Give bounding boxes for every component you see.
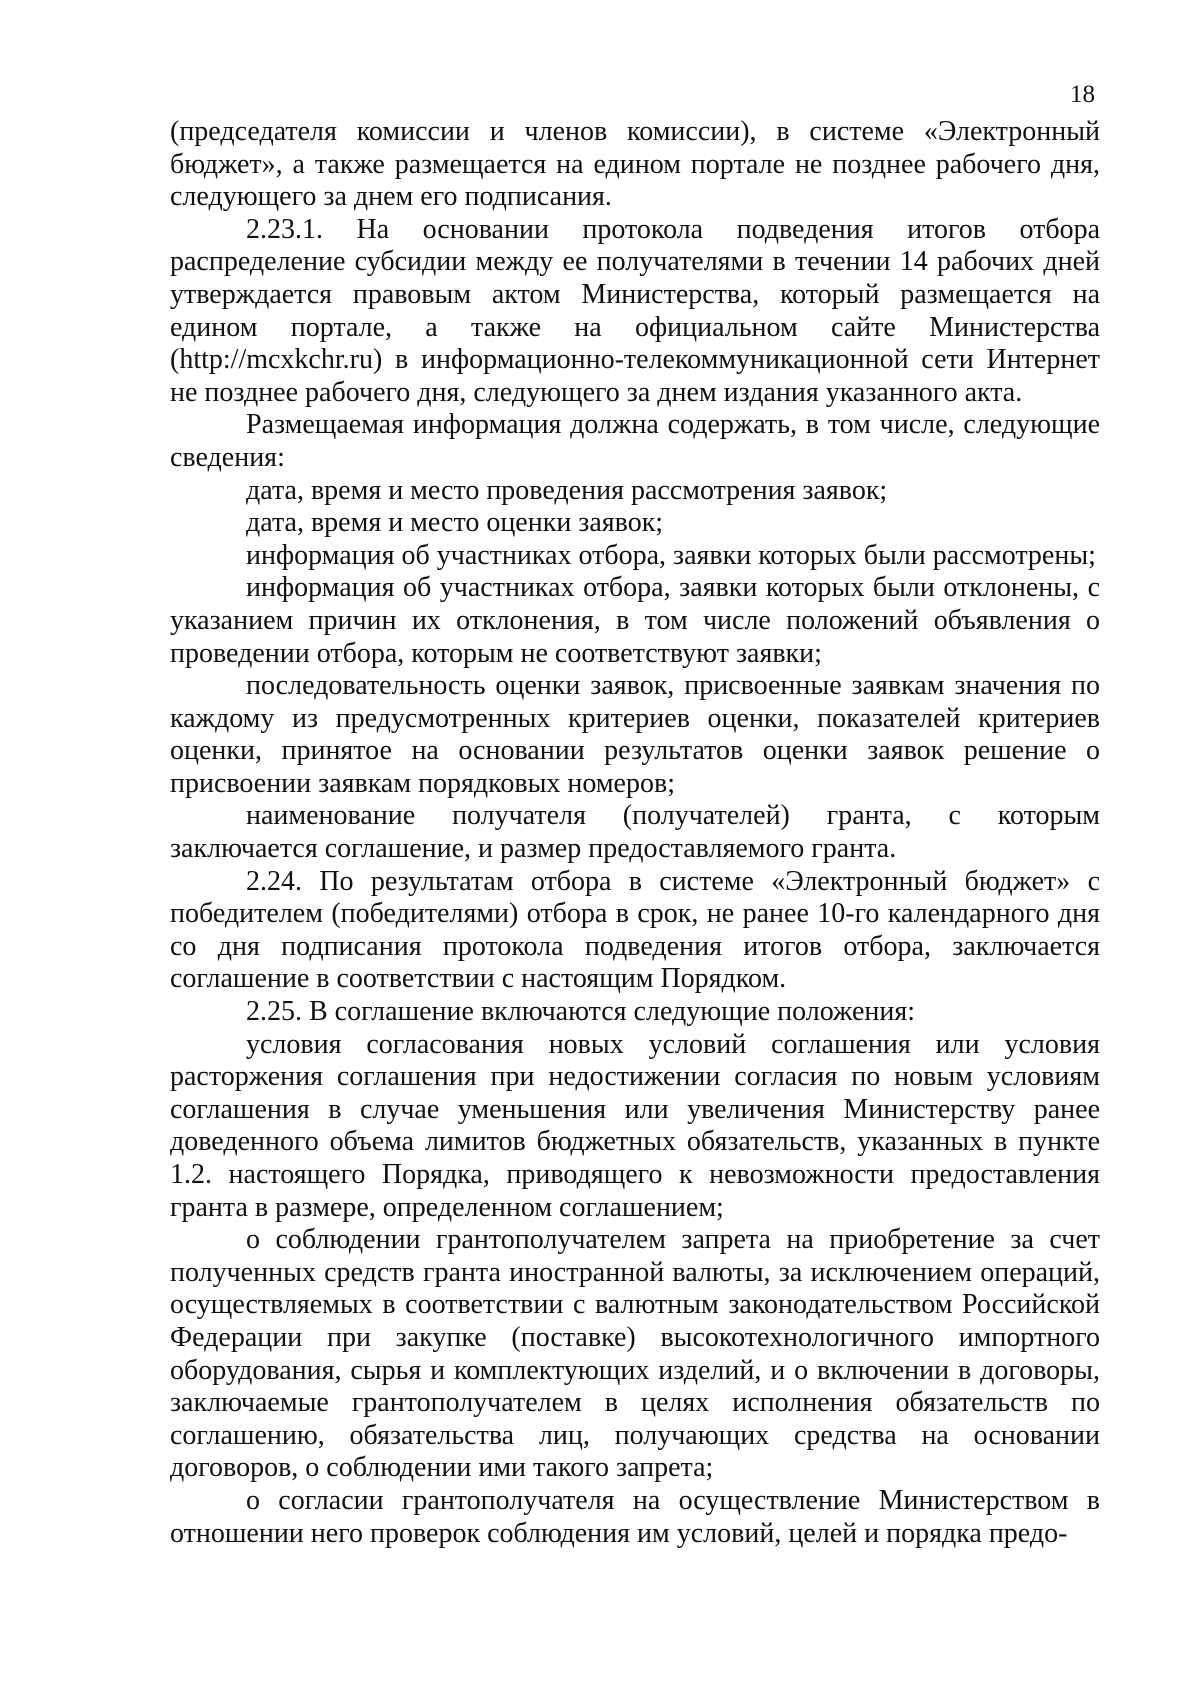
page-number: 18: [1070, 81, 1095, 108]
list-item: о соблюдении грантополучателем запрета на приобретение за счет полученных средств гранта иностранной валюты, за исключением операций, осуществляемых в соответствии с валютным законодательством Российской Федерации при закупке (поставке) высокотехнологичного импортного оборудования, сырья и комплектующих изделий, и о включении в договоры, заключаемые грантополучателем в целях исполнения обязательств по соглашению, обязательства лиц, получающих средства на основании договоров, о соблюдении ими такого запрета;: [170, 1224, 1100, 1484]
paragraph: Размещаемая информация должна содержать, в том числе, следующие сведения:: [170, 409, 1100, 473]
paragraph: 2.25. В соглашение включаются следующие положения:: [246, 996, 916, 1028]
document-body: [170, 116, 1100, 1550]
list-item: о согласии грантополучателя на осуществление Министерством в отношении него проверок соблюдения им условий, целей и порядка предо-: [170, 1484, 1100, 1549]
list-item: дата, время и место оценки заявок;: [246, 507, 664, 539]
list-item: информация об участниках отбора, заявки которых были рассмотрены;: [246, 539, 1096, 571]
list-item: информация об участниках отбора, заявки которых были отклонены, с указанием причин их отклонения, в том числе положений объявления о проведении отбора, которым не соответствуют заявки;: [170, 572, 1100, 669]
list-item: последовательность оценки заявок, присвоенные заявкам значения по каждому из предусмотренных критериев оценки, показателей критериев оценки, принятое на основании результатов оценки заявок решение о присвоении заявкам порядковых номеров;: [170, 670, 1100, 799]
list-item: условия согласования новых условий соглашения или условия расторжения соглашения при недостижении согласия по новым условиям соглашения в случае уменьшения или увеличения Министерству ранее доведенного объема лимитов бюджетных обязательств, указанных в пункте 1.2. настоящего Порядка, приводящего к невозможности предоставления гранта в размере, определенном соглашением;: [170, 1028, 1100, 1223]
list-item: наименование получателя (получателей) гранта, с которым заключается соглашение, и размер предоставляемого гранта.: [170, 800, 1100, 865]
list-item: дата, время и место проведения рассмотрения заявок;: [246, 474, 888, 506]
paragraph: (председателя комиссии и членов комиссии), в системе «Электронный бюджет», а также размещается на едином портале не позднее рабочего дня, следующего за днем его подписания.: [170, 116, 1100, 213]
paragraph: 2.24. По результатам отбора в системе «Электронный бюджет» с победителем (победителями) отбора в срок, не ранее 10-го календарного дня со дня подписания протокола подведения итогов отбора, заключается соглашение в соответствии с настоящим Порядком.: [170, 865, 1100, 995]
paragraph: 2.23.1. На основании протокола подведения итогов отбора распределение субсидии между ее получателями в течении 14 рабочих дней утверждается правовым актом Министерства, который размещается на едином портале, а также на официальном сайте Министерства (http://mcxkchr.ru) в информационно-телекоммуникационной сети Интернет не позднее рабочего дня, следующего за днем издания указанного акта.: [170, 213, 1100, 408]
